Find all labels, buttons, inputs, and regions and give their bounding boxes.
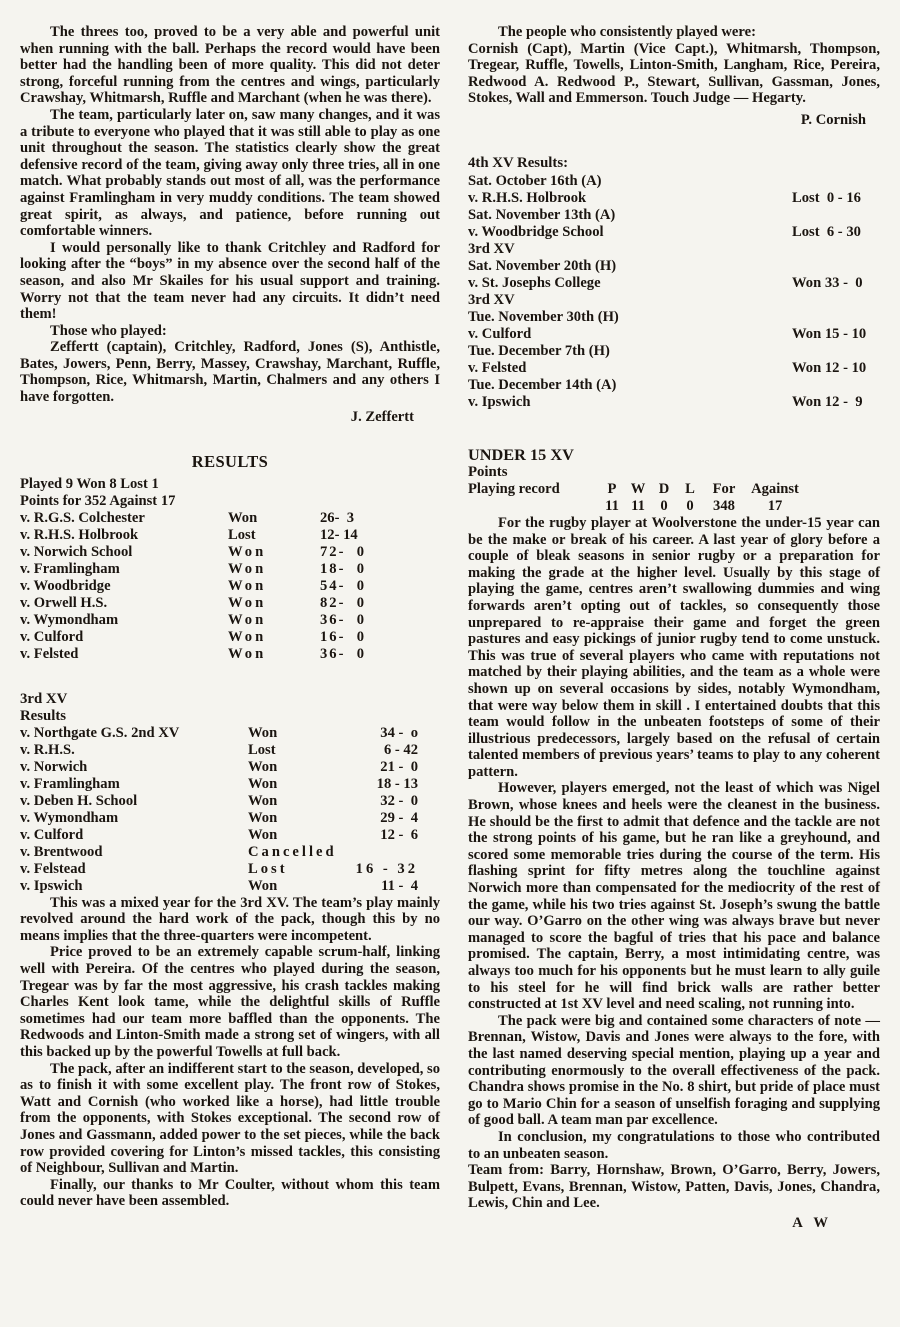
fixture-date: Tue. December 14th (A) bbox=[468, 376, 617, 393]
score-cell: 32 - 0 bbox=[380, 792, 418, 809]
fourth-xv-title: 4th XV Results: bbox=[468, 154, 569, 171]
paragraph-coulter-thanks: Finally, our thanks to Mr Coulter, without whom this team could never have been assembled. bbox=[20, 1176, 440, 1210]
paragraph-conclusion: In conclusion, my congratulations to those who contributed to an unbeaten season. bbox=[468, 1128, 880, 1162]
signature-aw: A W bbox=[792, 1214, 832, 1231]
paragraph-under15-intro: For the rugby player at Woolverstone the under-15 year can be the make or break of his career. A last year of glory before a couple of bleak seasons in senior rugby or a preparation for making the grade at the higher level. Usually by this stage of playing the game, centres aren’t swallowing dummies and wing forwards aren’t opting out of tackles, so consequently those unprepared to re-appraise their game and forget the green pastures and easy pickings of junior rugby tend to come unstuck. This was true of several players who came with reputations not matched by their playing abilities, and the team as a whole were shown up on several occasions by sides, notably Wymondham, that were way below them in skill . I entertained doubts that this team would follow in the unbeaten footsteps of some of their illustrious predecessors, largely based on the refusal of certain talented members of previous years’ teams to play to any coherent pattern. bbox=[468, 514, 880, 780]
table-row bbox=[20, 861, 440, 878]
score-cell: 16- 0 bbox=[320, 628, 367, 645]
first-xv-results-table bbox=[20, 510, 440, 663]
results-title: RESULTS bbox=[191, 451, 269, 471]
fixture-date: Sat. October 16th (A) bbox=[468, 172, 602, 189]
result-cell: Won bbox=[228, 645, 267, 662]
fixture-date: Tue. December 7th (H) bbox=[468, 342, 610, 359]
opponent-cell: v. Felstead bbox=[20, 860, 86, 877]
result-cell: Won bbox=[248, 792, 278, 809]
result-cell: Won bbox=[228, 628, 267, 645]
playing-record-label-spacer bbox=[468, 498, 599, 515]
third-xv-subtitle: Results bbox=[20, 707, 67, 724]
signature-zeffertt: J. Zeffertt bbox=[350, 408, 414, 425]
result-cell: Lost bbox=[248, 741, 276, 758]
record-value-cell: 11 bbox=[605, 497, 619, 514]
score-cell: 16 - 32 bbox=[355, 860, 418, 877]
table-row bbox=[20, 544, 440, 561]
score-cell: 72- 0 bbox=[320, 543, 367, 560]
opponent-cell: v. Wymondham bbox=[20, 611, 119, 628]
fixture-opponent: v. Felsted bbox=[468, 359, 527, 376]
opponent-cell: v. Norwich School bbox=[20, 543, 133, 560]
table-row bbox=[20, 878, 440, 895]
paragraph-team-changes: The team, particularly later on, saw many changes, and it was a tribute to everyone who played that it was still able to play as one unit throughout the season. The statistics clearly show the great defensive record of the team, giving away only three tries, all in one match. What probably stands out most of all, was the performance against Framlingham in very muddy conditions. The team showed great spirit, as always, and patience, before running out comfortable winners. bbox=[20, 106, 440, 240]
paragraph-threes: The threes too, proved to be a very able and powerful unit when running with the ball. Perhaps the record would have been better had the handling been of more quality. This did not deter strong, forceful running from the centres and wings, particularly Crawshay, Whitmarsh, Ruffle and Marchant (when he was there). bbox=[20, 24, 440, 107]
result-cell: Cancelled bbox=[248, 843, 337, 860]
opponent-cell: v. Northgate G.S. 2nd XV bbox=[20, 724, 180, 741]
fixture-result: Lost 0 - 16 bbox=[792, 189, 861, 206]
table-row bbox=[20, 810, 440, 827]
score-cell: 11 - 4 bbox=[381, 877, 418, 894]
opponent-cell: v. Framlingham bbox=[20, 560, 120, 577]
record-header-cell: P bbox=[607, 480, 617, 497]
record-header-cell: Against bbox=[751, 480, 799, 497]
third-xv-results-table bbox=[20, 725, 440, 895]
left-column bbox=[20, 24, 440, 1232]
paragraph-consistent-players-list: Cornish (Capt), Martin (Vice Capt.), Whitmarsh, Thompson, Tregear, Ruffle, Towells, Linton-Smith, Langham, Rice, Pereira, Redwood A. Redwood P., Stewart, Sullivan, Gassman, Jones, Stokes, Wall and Emmerson. Touch Judge — Hegarty. bbox=[468, 40, 880, 107]
fixture-extra-line: 3rd XV bbox=[468, 240, 515, 257]
score-cell: 82- 0 bbox=[320, 594, 367, 611]
opponent-cell: v. Woodbridge bbox=[20, 577, 111, 594]
playing-record-header-row bbox=[468, 481, 880, 498]
score-cell: 36- 0 bbox=[320, 645, 367, 662]
opponent-cell: v. Brentwood bbox=[20, 843, 103, 860]
fixture-opponent: v. St. Josephs College bbox=[468, 274, 601, 291]
result-cell: Lost bbox=[228, 526, 256, 543]
opponent-cell: v. Culford bbox=[20, 628, 84, 645]
score-cell: 29 - 4 bbox=[380, 809, 418, 826]
fourth-xv-fixtures bbox=[468, 173, 880, 411]
opponent-cell: v. Orwell H.S. bbox=[20, 594, 108, 611]
result-cell: Won bbox=[248, 724, 278, 741]
opponent-cell: v. Framlingham bbox=[20, 775, 120, 792]
fixture-date: Sat. November 13th (A) bbox=[468, 206, 616, 223]
playing-record-columns bbox=[599, 481, 805, 498]
table-row bbox=[20, 578, 440, 595]
score-cell: 34 - o bbox=[380, 724, 418, 741]
opponent-cell: v. Norwich bbox=[20, 758, 88, 775]
opponent-cell: v. R.G.S. Colchester bbox=[20, 509, 145, 526]
paragraph-pack-characters: The pack were big and contained some characters of note — Brennan, Wistow, Davis and Jones were always to the fore, with the last named deserving special mention, playing up a year and contributing enormously to the overall effectiveness of the pack. Chandra shows promise in the No. 8 shirt, but pride of place must go to Mario Chin for a season of unselfish foraging and supplying of good ball. A team man par excellence. bbox=[468, 1012, 880, 1129]
paragraph-players-emerged: However, players emerged, not the least of which was Nigel Brown, whose knees and heels were the cleanest in the business. He should be the first to admit that defence and the tackle are not the strong points of his game, but he ran like a greyhound, and scored some memorable tries during the course of the term. His flashing sprint for fifty metres along the touchline against Norwich more than compensated for the mediocrity of the rest of the game, while his two tries against St. Joseph’s swung the battle our way. O’Garro on the other wing was always brave but never managed to score the bagful of tries that his pace and balance promised. The captain, Berry, a most intimidating centre, was always too much for his opponents but he must learn to ally guile to his steel for he will find brick walls are rather better constructed at 1st XV level and need scaling, not running into. bbox=[468, 780, 880, 1013]
table-row bbox=[20, 629, 440, 646]
table-row bbox=[20, 827, 440, 844]
record-header-cell: D bbox=[658, 480, 670, 497]
result-cell: Won bbox=[248, 826, 278, 843]
result-cell: Won bbox=[228, 594, 267, 611]
result-cell: Lost bbox=[248, 860, 288, 877]
record-header-cell: W bbox=[630, 480, 646, 497]
fixture-row bbox=[468, 394, 880, 411]
score-cell: 12 - 6 bbox=[380, 826, 418, 843]
paragraph-price-pereira: Price proved to be an extremely capable scrum-half, linking well with Pereira. Of the centres who played during the season, Tregear was by far the most aggressive, his crash tackles making Charles Kent look tame, while the delightful skills of Ruffle sometimes had our team more baffled than the opponents. The Redwoods and Linton-Smith made a strong set of wingers, with all this backed up by the powerful Towells at full back. bbox=[20, 944, 440, 1060]
signature-cornish: P. Cornish bbox=[800, 111, 866, 128]
fixture-result: Won 12 - 9 bbox=[792, 393, 863, 410]
score-cell: 54- 0 bbox=[320, 577, 367, 594]
results-summary-record: Played 9 Won 8 Lost 1 bbox=[20, 475, 159, 492]
result-cell: Won bbox=[228, 543, 267, 560]
opponent-cell: v. Ipswich bbox=[20, 877, 83, 894]
fixture-row bbox=[468, 326, 880, 343]
result-cell: Won bbox=[228, 509, 258, 526]
fixture-opponent: v. Woodbridge School bbox=[468, 223, 604, 240]
fixture-date: Sat. November 20th (H) bbox=[468, 257, 617, 274]
playing-record-values bbox=[599, 498, 805, 515]
paragraph-the-pack: The pack, after an indifferent start to the season, developed, so as to finish it with some excellent play. The front row of Stokes, Watt and Cornish (who worked like a horse), had little trouble from the opponents, with Stokes exceptional. The second row of Jones and Gassmann, added power to the set pieces, while the back row provided covering for Linton’s missed tackles, this consisting of Neighbour, Sullivan and Martin. bbox=[20, 1060, 440, 1177]
table-row bbox=[20, 844, 440, 861]
table-row bbox=[20, 510, 440, 527]
fixture-row bbox=[468, 360, 880, 377]
opponent-cell: v. Wymondham bbox=[20, 809, 119, 826]
paragraph-team-from: Team from: Barry, Hornshaw, Brown, O’Garro, Berry, Jowers, Bulpett, Evans, Brennan, Wistow, Patten, Davis, Jones, Chandra, Lewis, Chin and Lee. bbox=[468, 1162, 880, 1212]
table-row bbox=[20, 561, 440, 578]
under15-subtitle: Points bbox=[468, 463, 508, 480]
fixture-result: Won 33 - 0 bbox=[792, 274, 863, 291]
result-cell: Won bbox=[228, 560, 267, 577]
fixture-opponent: v. Ipswich bbox=[468, 393, 531, 410]
fixture-date: Tue. November 30th (H) bbox=[468, 308, 619, 325]
result-cell: Won bbox=[248, 758, 278, 775]
result-cell: Won bbox=[228, 611, 267, 628]
score-cell: 26- 3 bbox=[320, 509, 355, 526]
paragraph-consistent-players-intro: The people who consistently played were: bbox=[498, 24, 756, 40]
opponent-cell: v. Felsted bbox=[20, 645, 79, 662]
paragraph-player-list: Zeffertt (captain), Critchley, Radford, Jones (S), Anthistle, Bates, Jowers, Penn, Berry, Massey, Crawshay, Marchant, Ruffle, Thompson, Rice, Whitmarsh, Martin, Chalmers and any others I have forgotten. bbox=[20, 339, 440, 406]
score-cell: 6 - 42 bbox=[380, 741, 418, 758]
under15-title: UNDER 15 XV bbox=[468, 444, 574, 464]
opponent-cell: v. Deben H. School bbox=[20, 792, 138, 809]
fixture-opponent: v. R.H.S. Holbrook bbox=[468, 189, 587, 206]
score-cell: 12- 14 bbox=[320, 526, 358, 543]
score-cell: 18 - 13 bbox=[376, 775, 418, 792]
result-cell: Won bbox=[248, 809, 278, 826]
table-row bbox=[20, 776, 440, 793]
table-row bbox=[20, 595, 440, 612]
record-value-cell: 0 bbox=[660, 497, 668, 514]
playing-record-values-row bbox=[468, 498, 880, 515]
score-cell: 21 - 0 bbox=[380, 758, 418, 775]
right-column bbox=[468, 24, 880, 1232]
opponent-cell: v. Culford bbox=[20, 826, 84, 843]
results-summary-points: Points for 352 Against 17 bbox=[20, 492, 176, 509]
playing-record-label: Playing record bbox=[468, 480, 560, 497]
fixture-extra-line: 3rd XV bbox=[468, 291, 515, 308]
table-row bbox=[20, 646, 440, 663]
score-cell: 36- 0 bbox=[320, 611, 367, 628]
record-value-cell: 17 bbox=[767, 497, 783, 514]
fixture-opponent: v. Culford bbox=[468, 325, 532, 342]
fixture-result: Won 15 - 10 bbox=[792, 325, 867, 342]
record-value-cell: 0 bbox=[686, 497, 694, 514]
paragraph-mixed-year: This was a mixed year for the 3rd XV. The team’s play mainly revolved around the hard work of the pack, though this by no means implies that the three-quarters were incompetent. bbox=[20, 894, 440, 944]
fixture-row bbox=[468, 275, 880, 292]
record-header-cell: For bbox=[712, 480, 736, 497]
fixture-result: Lost 6 - 30 bbox=[792, 223, 861, 240]
fixture-result: Won 12 - 10 bbox=[792, 359, 867, 376]
table-row bbox=[20, 725, 440, 742]
result-cell: Won bbox=[248, 877, 278, 894]
record-value-cell: 11 bbox=[631, 497, 645, 514]
record-value-cell: 348 bbox=[713, 497, 735, 514]
record-header-cell: L bbox=[685, 480, 695, 497]
result-cell: Won bbox=[228, 577, 267, 594]
table-row bbox=[20, 759, 440, 776]
third-xv-title: 3rd XV bbox=[20, 690, 68, 707]
fixture-row bbox=[468, 224, 880, 241]
table-row bbox=[20, 742, 440, 759]
table-row bbox=[20, 793, 440, 810]
paragraph-thanks: I would personally like to thank Critchley and Radford for looking after the “boys” in my absence over the second half of the season, and also Mr Skailes for his usual support and training. Worry not that the team never had any circuits. It didn’t need them! bbox=[20, 239, 440, 323]
opponent-cell: v. R.H.S. bbox=[20, 741, 75, 758]
paragraph-those-who-played: Those who played: bbox=[50, 322, 167, 339]
fixture-row bbox=[468, 190, 880, 207]
result-cell: Won bbox=[248, 775, 278, 792]
table-row bbox=[20, 527, 440, 544]
table-row bbox=[20, 612, 440, 629]
opponent-cell: v. R.H.S. Holbrook bbox=[20, 526, 139, 543]
score-cell: 18- 0 bbox=[320, 560, 367, 577]
